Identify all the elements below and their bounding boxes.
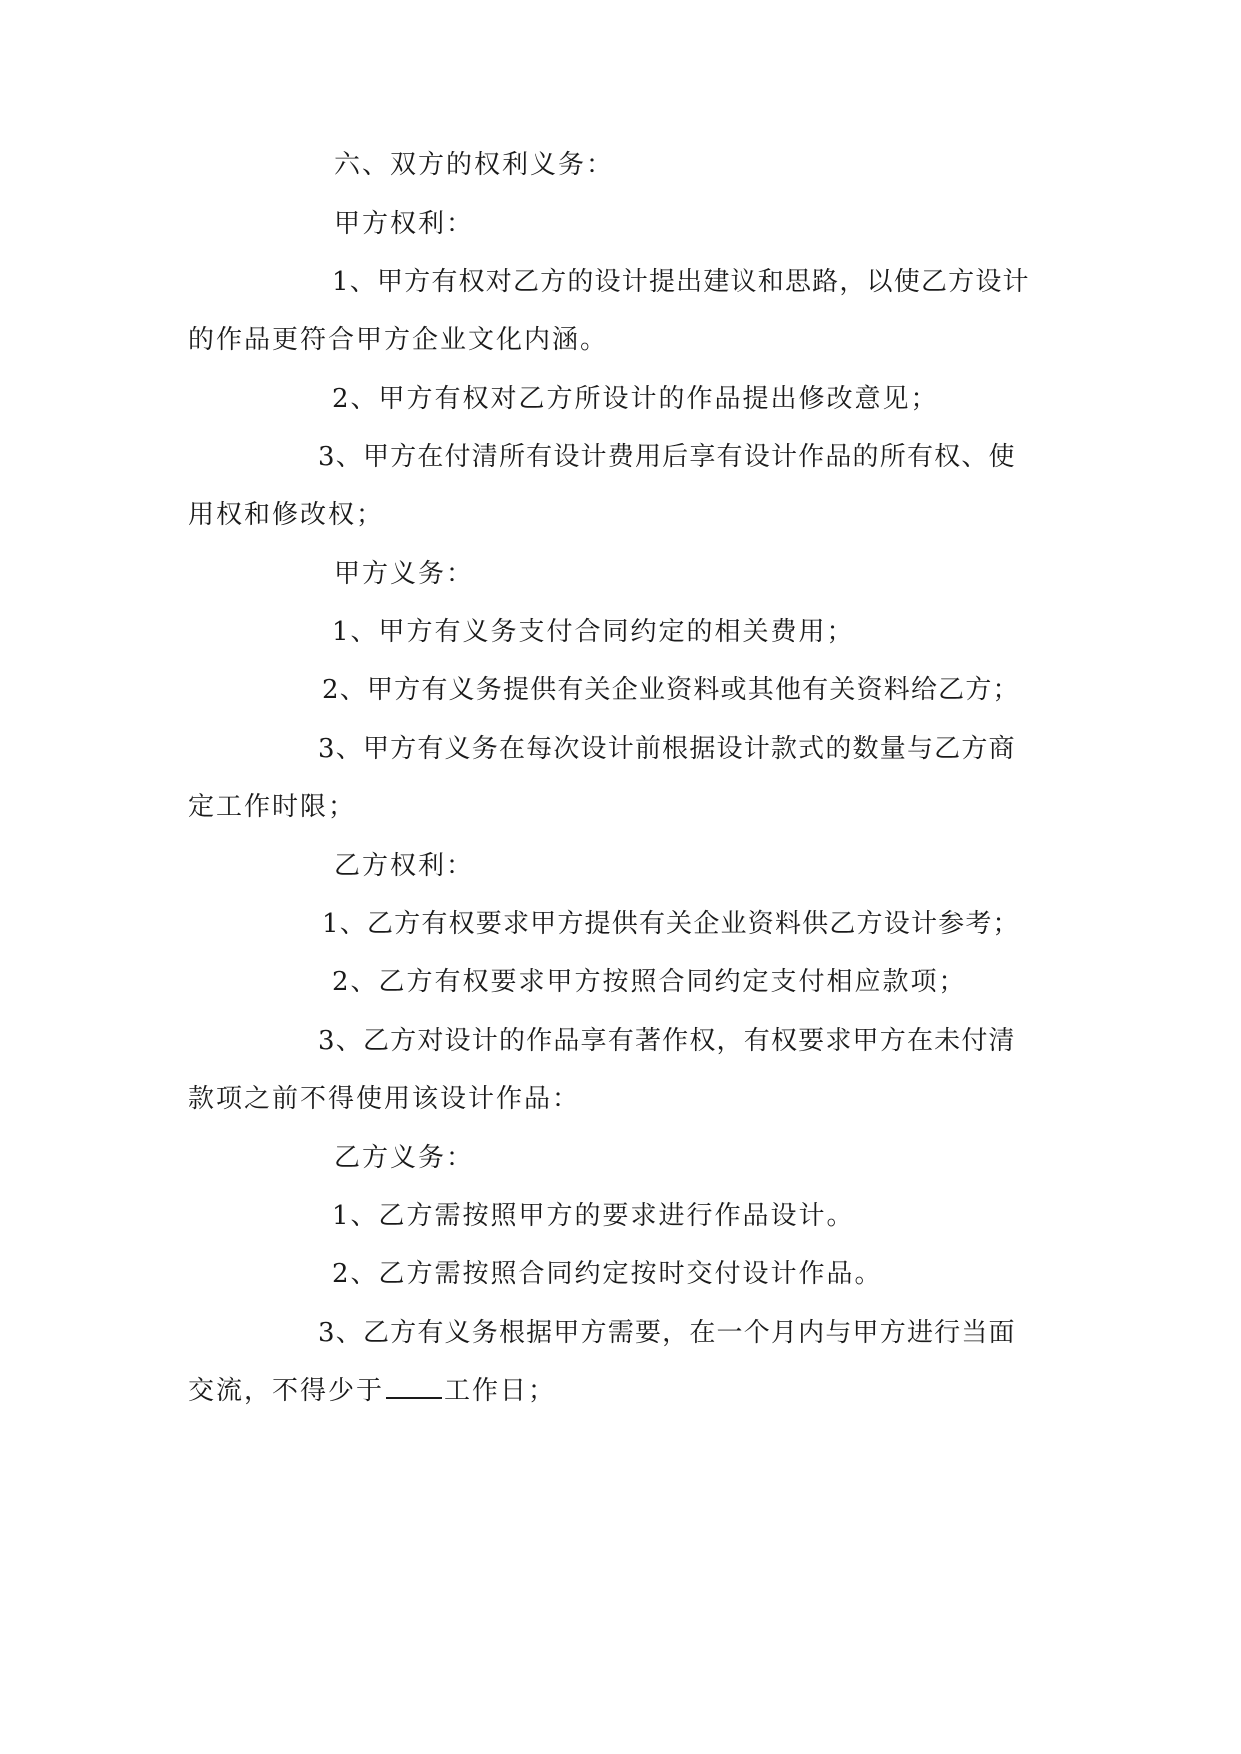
party-a-obligations-item-1: 1、甲方有义务支付合同约定的相关费用；	[332, 617, 855, 647]
party-a-obligations-heading: 甲方义务：	[334, 559, 475, 589]
party-b-rights-item-2: 2、乙方有权要求甲方按照合同约定支付相应款项；	[332, 967, 967, 997]
party-b-obligations-item-2: 2、乙方需按照合同约定按时交付设计作品。	[332, 1259, 883, 1289]
party-a-rights-item-2: 2、甲方有权对乙方所设计的作品提出修改意见；	[332, 384, 939, 414]
party-b-obligations-heading: 乙方义务：	[334, 1143, 475, 1173]
last-line-suffix: 工作日；	[444, 1376, 557, 1406]
fill-in-blank	[386, 1375, 442, 1399]
party-a-obligations-item-3-line-1: 3、甲方有义务在每次设计前根据设计款式的数量与乙方商	[318, 734, 1016, 764]
party-b-obligations-item-3-line-2	[188, 1374, 556, 1408]
party-a-rights-item-1-line-1: 1、甲方有权对乙方的设计提出建议和思路，以使乙方设计	[332, 267, 1030, 297]
party-a-obligations-item-3-line-2: 定工作时限；	[188, 792, 357, 822]
party-b-obligations-item-3-line-1: 3、乙方有义务根据甲方需要，在一个月内与甲方进行当面	[318, 1318, 1016, 1348]
party-a-rights-item-3-line-1: 3、甲方在付清所有设计费用后享有设计作品的所有权、使	[318, 442, 1016, 472]
party-a-obligations-item-2: 2、甲方有义务提供有关企业资料或其他有关资料给乙方；	[322, 675, 1020, 705]
last-line-prefix: 交流，不得少于	[188, 1376, 385, 1406]
party-a-rights-item-1-line-2: 的作品更符合甲方企业文化内涵。	[188, 325, 609, 355]
party-b-rights-item-3-line-2: 款项之前不得使用该设计作品：	[188, 1084, 581, 1114]
party-a-rights-item-3-line-2: 用权和修改权；	[188, 500, 385, 530]
party-b-rights-heading: 乙方权利：	[334, 851, 475, 881]
party-b-rights-item-1: 1、乙方有权要求甲方提供有关企业资料供乙方设计参考；	[322, 909, 1020, 939]
section-title: 六、双方的权利义务：	[334, 150, 615, 180]
party-a-rights-heading: 甲方权利：	[334, 209, 475, 239]
party-b-obligations-item-1: 1、乙方需按照甲方的要求进行作品设计。	[332, 1201, 855, 1231]
party-b-rights-item-3-line-1: 3、乙方对设计的作品享有著作权，有权要求甲方在未付清	[318, 1026, 1016, 1056]
